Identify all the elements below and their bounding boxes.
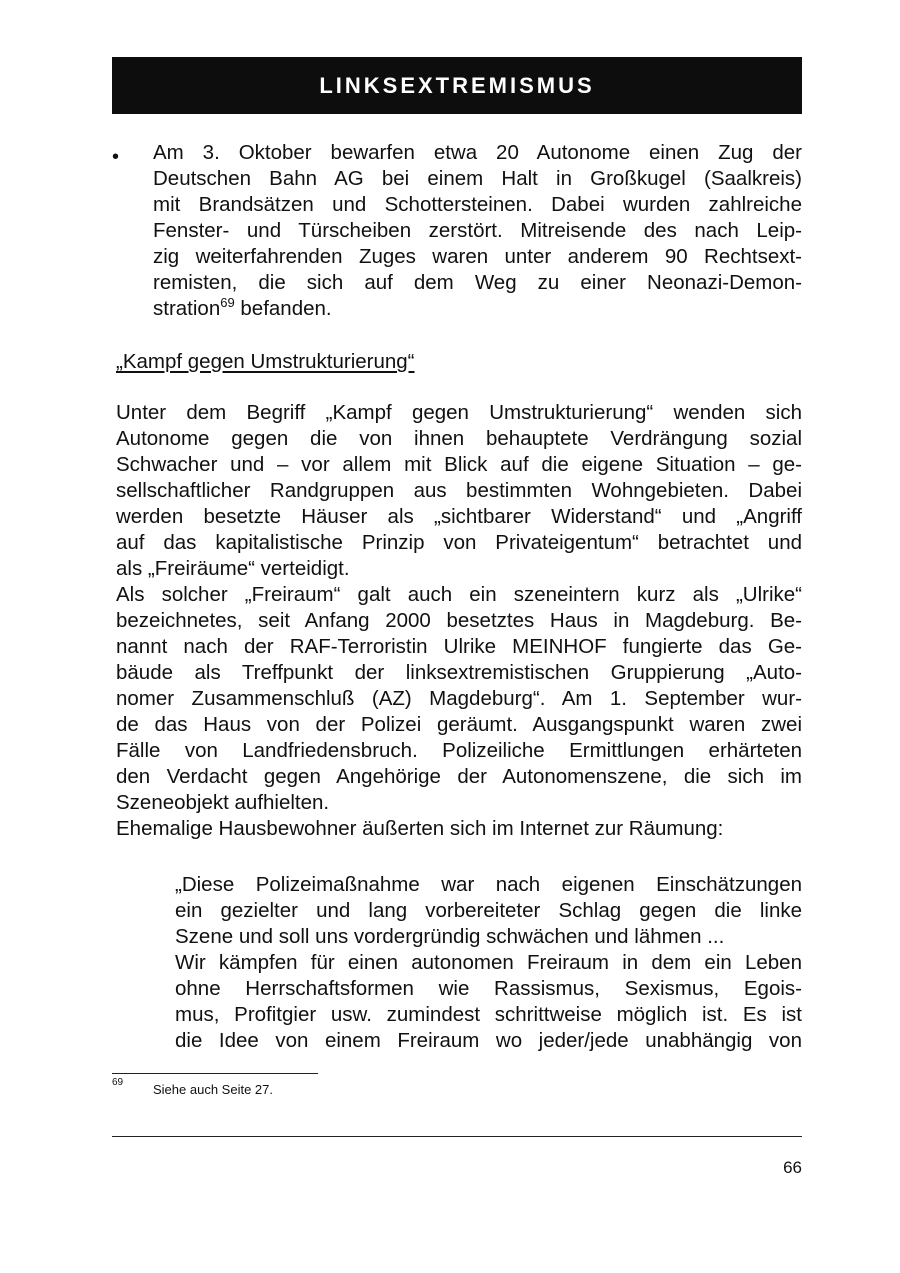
paragraph-line: als „Freiräume“ verteidigt. [116,557,350,580]
bullet-last-line [153,296,332,322]
paragraph-line: Unter dem Begriff „Kampf gegen Umstrukturierung“ wenden sich [116,401,802,424]
paragraph-line: Fälle von Landfriedensbruch. Polizeiliche Ermittlungen erhärteten [116,739,802,762]
bullet-last-text-end: befanden. [234,297,332,320]
quote-line: die Idee von einem Freiraum wo jeder/jede unabhängig von [175,1029,802,1052]
quote-line: mus, Profitgier usw. zumindest schrittweise möglich ist. Es ist [175,1003,802,1026]
page-bottom-divider [112,1136,802,1137]
paragraph-line: bäude als Treffpunkt der linksextremistischen Gruppierung „Auto- [116,661,802,684]
bullet-last-text: stration [153,297,221,320]
bullet-line: remisten, die sich auf dem Weg zu einer Neonazi-Demon- [153,271,802,294]
paragraph-line: bezeichnetes, seit Anfang 2000 besetztes Haus in Magdeburg. Be- [116,609,802,632]
paragraph-line: Szeneobjekt aufhielten. [116,791,330,814]
footnote-divider [112,1073,318,1074]
paragraph-line: den Verdacht gegen Angehörige der Autonomenszene, die sich im [116,765,802,788]
footnote-text: Siehe auch Seite 27. [153,1082,273,1097]
bullet-line: Deutschen Bahn AG bei einem Halt in Großkugel (Saalkreis) [153,167,802,190]
page-number: 66 [783,1158,802,1177]
quote-line: ohne Herrschaftsformen wie Rassismus, Sexismus, Egois- [175,977,802,1000]
paragraph-line: Autonome gegen die von ihnen behauptete Verdrängung sozial [116,427,802,450]
footnote-reference: 69 [220,295,235,310]
bullet-line: zig weiterfahrenden Zuges waren unter anderem 90 Rechtsext- [153,245,802,268]
footnote-number: 69 [112,1077,124,1088]
section-header-bar [112,57,802,114]
paragraph-line: de das Haus von der Polizei geräumt. Ausgangspunkt waren zwei [116,713,802,736]
bullet-line: Am 3. Oktober bewarfen etwa 20 Autonome einen Zug der [153,141,802,164]
quote-line: Szene und soll uns vordergründig schwächen und lähmen ... [175,925,725,948]
paragraph-line: auf das kapitalistische Prinzip von Privateigentum“ betrachtet und [116,531,802,554]
paragraph-line: werden besetzte Häuser als „sichtbarer Widerstand“ und „Angriff [116,505,802,528]
paragraph-line: Schwacher und – vor allem mit Blick auf die eigene Situation – ge- [116,453,802,476]
quote-line: „Diese Polizeimaßnahme war nach eigenen Einschätzungen [175,873,802,896]
paragraph-line: nomer Zusammenschluß (AZ) Magdeburg“. Am 1. September wur- [116,687,802,710]
quote-line: ein gezielter und lang vorbereiteter Schlag gegen die linke [175,899,802,922]
section-header-title: LINKSEXTREMISMUS [319,72,595,98]
paragraph-line: Ehemalige Hausbewohner äußerten sich im Internet zur Räumung: [116,817,724,840]
paragraph-line: Als solcher „Freiraum“ galt auch ein szeneintern kurz als „Ulrike“ [116,583,802,606]
bullet-line: mit Brandsätzen und Schottersteinen. Dabei wurden zahlreiche [153,193,802,216]
bullet-line: Fenster- und Türscheiben zerstört. Mitreisende des nach Leip- [153,219,802,242]
paragraph-line: sellschaftlicher Randgruppen aus bestimmten Wohngebieten. Dabei [116,479,802,502]
bullet-marker: • [112,146,120,168]
quote-line: Wir kämpfen für einen autonomen Freiraum in dem ein Leben [175,951,802,974]
section-heading: „Kampf gegen Umstrukturierung“ [116,350,415,373]
paragraph-line: nannt nach der RAF-Terroristin Ulrike MEINHOF fungierte das Ge- [116,635,802,658]
